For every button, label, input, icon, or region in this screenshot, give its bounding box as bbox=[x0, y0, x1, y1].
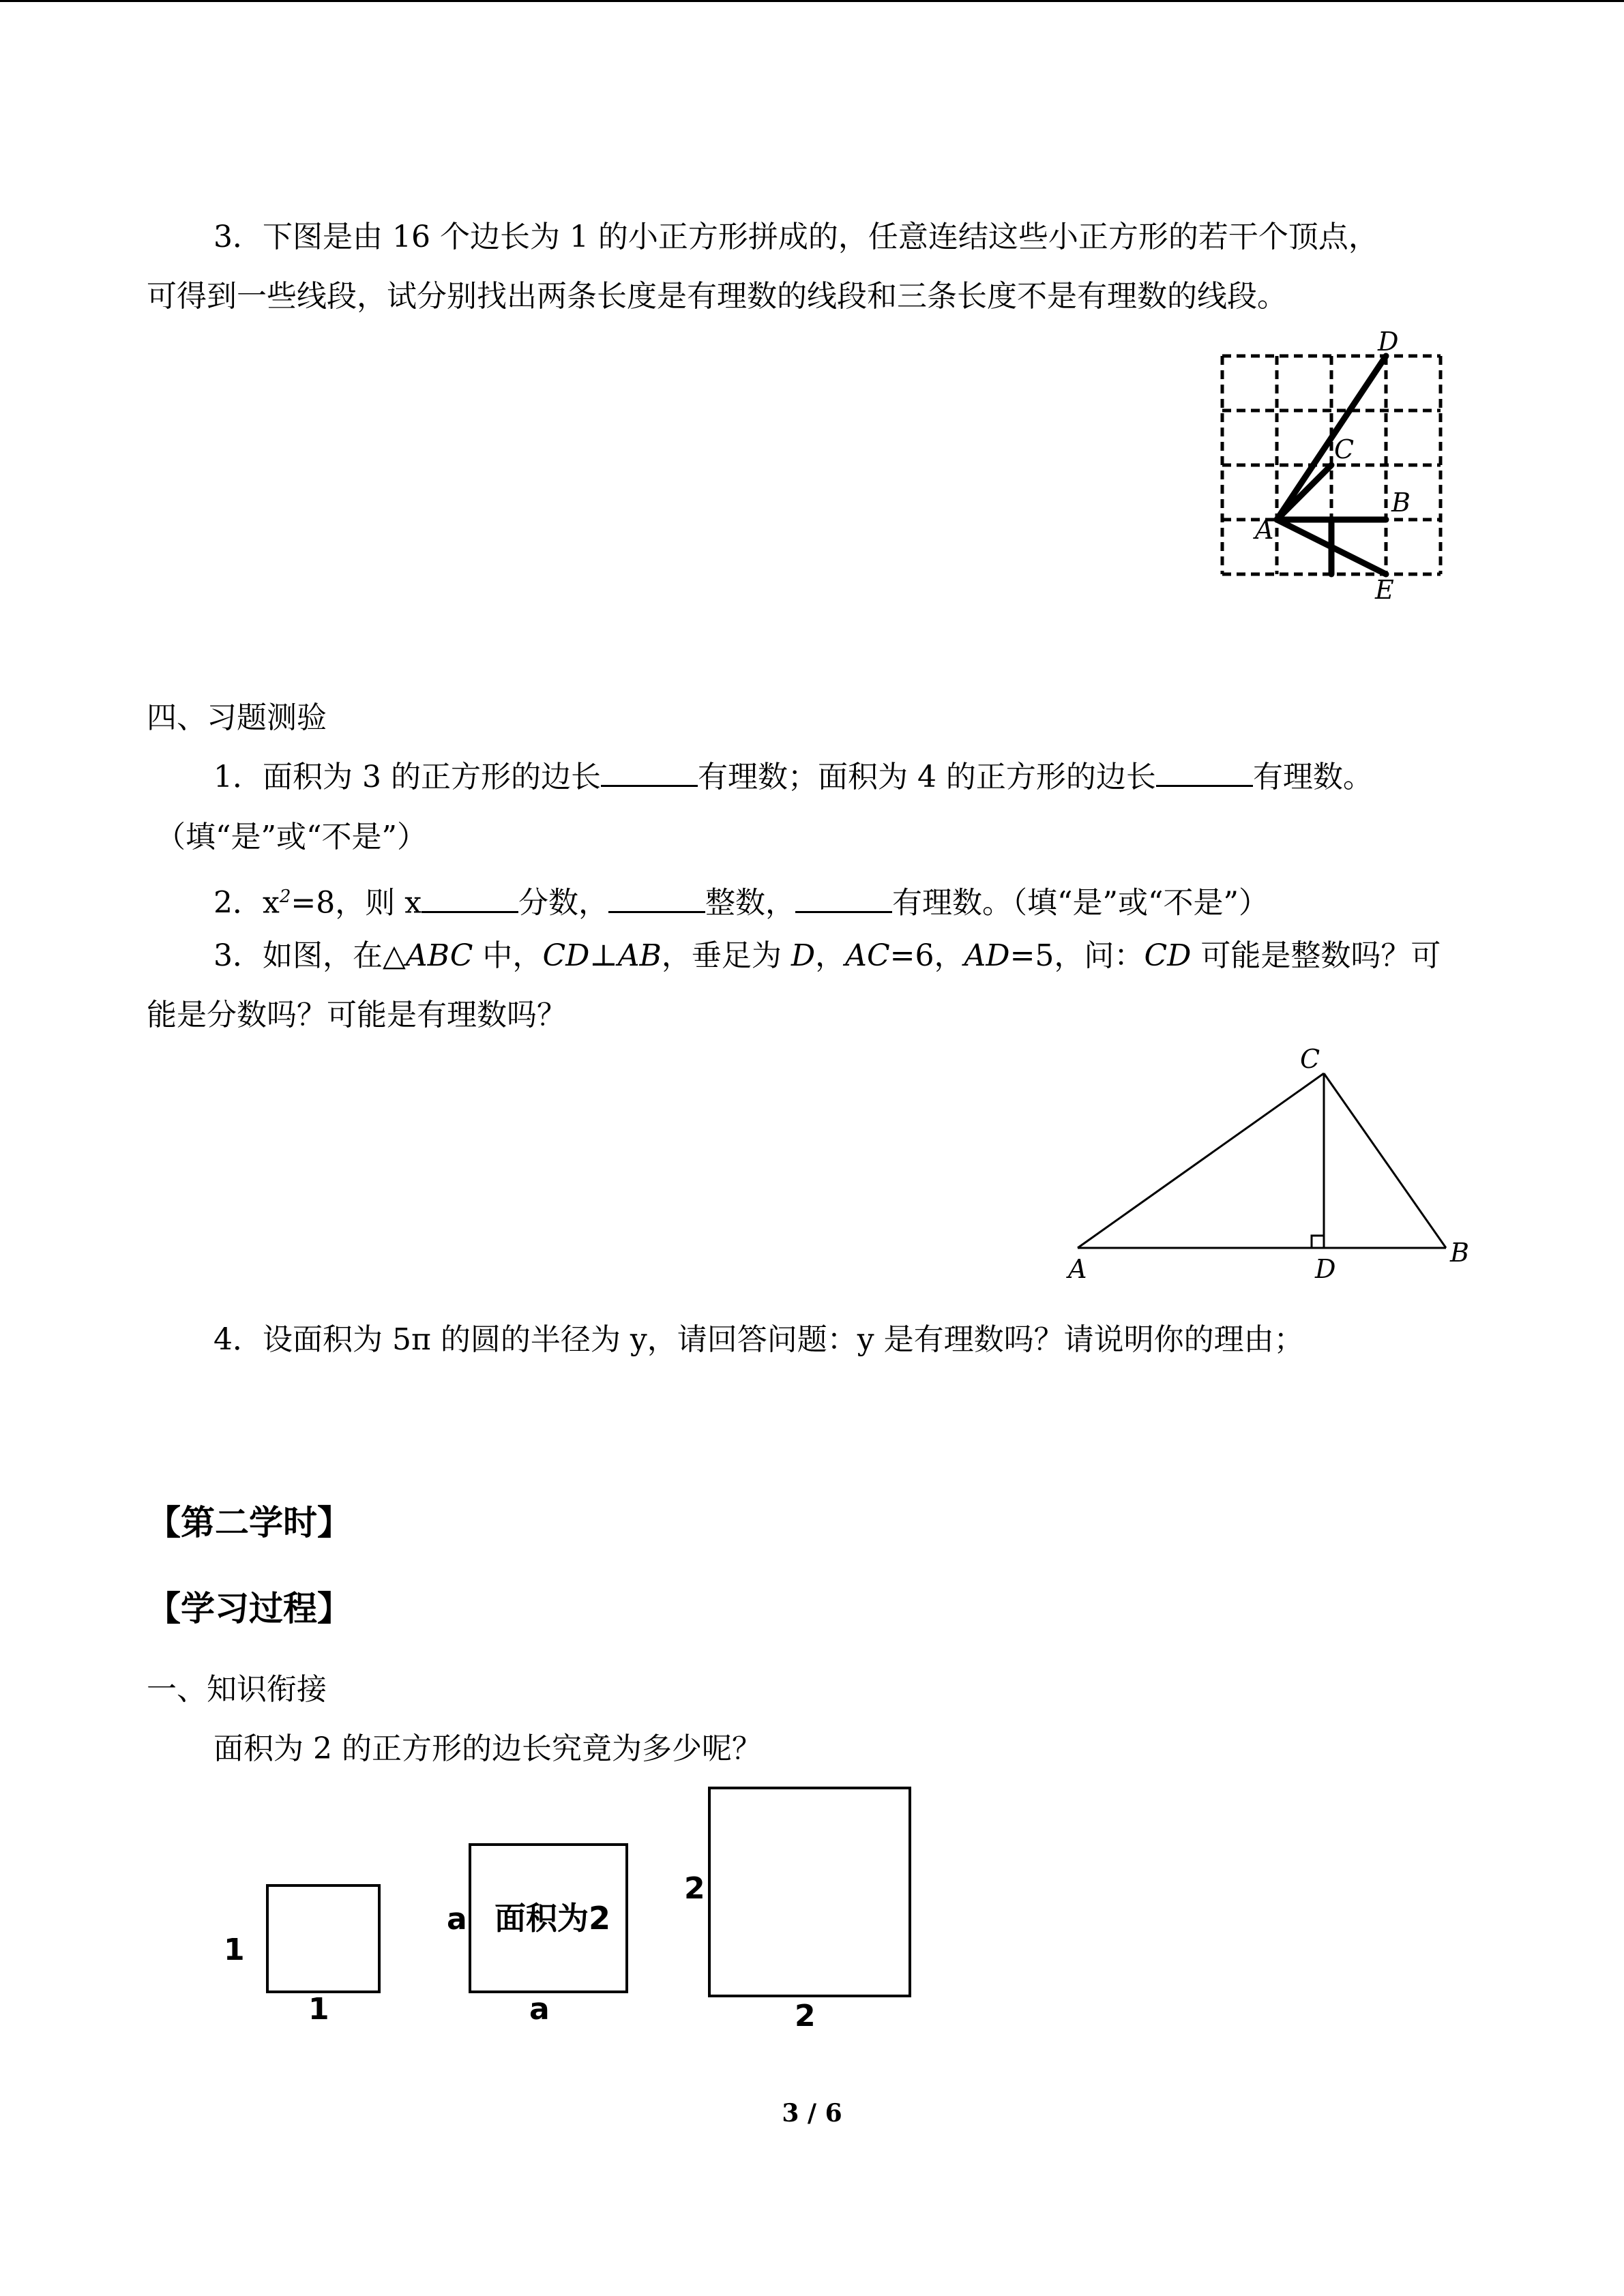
q1-blank-1[interactable] bbox=[601, 758, 698, 787]
grid-label-B: B bbox=[1391, 488, 1411, 518]
q2-text-b: =8，则 x bbox=[291, 885, 422, 921]
triangle-label-C: C bbox=[1300, 1044, 1320, 1074]
q3-ac: AC bbox=[845, 938, 890, 973]
q3-cd-2: CD bbox=[1144, 938, 1192, 973]
q2-text-c: 分数， bbox=[518, 885, 609, 921]
right-angle-mark bbox=[1312, 1236, 1324, 1248]
page-number: 3 / 6 bbox=[782, 2099, 842, 2128]
q3-d: D bbox=[791, 938, 816, 973]
grid-figure bbox=[1214, 327, 1460, 614]
q1-text-b: 有理数；面积为 4 的正方形的边长 bbox=[697, 760, 1156, 794]
problem3-line1: 3．下图是由 16 个边长为 1 的小正方形拼成的，任意连结这些小正方形的若干个顶点， bbox=[213, 220, 1378, 254]
knowledge-link-question: 面积为 2 的正方形的边长究竟为多少呢？ bbox=[213, 1731, 762, 1766]
grid-label-D: D bbox=[1378, 327, 1399, 357]
triangle-label-D: D bbox=[1315, 1254, 1336, 1284]
square2-bottom-label: a bbox=[529, 1992, 550, 2027]
section4-q2 bbox=[213, 876, 1269, 924]
q3-ab: AB bbox=[617, 938, 662, 973]
knowledge-link-heading: 一、知识衔接 bbox=[147, 1672, 327, 1707]
q2-blank-1[interactable] bbox=[422, 884, 518, 913]
section4-heading: 四、习题测验 bbox=[147, 700, 327, 735]
top-border-line bbox=[0, 0, 1624, 2]
section4-q3-line1 bbox=[213, 936, 1441, 976]
grid-label-E: E bbox=[1375, 575, 1394, 605]
q3-text-3: ，垂足为 bbox=[661, 938, 791, 973]
q3-text-1: 3．如图，在△ bbox=[213, 938, 406, 973]
section4-q1-note: （填“是”或“不是”） bbox=[156, 820, 427, 854]
q3-text-6: =5，问： bbox=[1009, 938, 1145, 973]
grid-label-A: A bbox=[1255, 515, 1274, 545]
grid-label-C: C bbox=[1334, 434, 1355, 464]
square1-bottom-label: 1 bbox=[308, 1992, 329, 2027]
q3-text-2: 中， bbox=[473, 938, 543, 973]
triangle-label-A: A bbox=[1068, 1254, 1087, 1284]
square-side-1 bbox=[266, 1884, 381, 1993]
q3-cd: CD bbox=[542, 938, 590, 973]
square3-side-label: 2 bbox=[684, 1871, 705, 1906]
q1-text-c: 有理数。 bbox=[1252, 760, 1373, 794]
square-side-2 bbox=[708, 1787, 911, 1997]
q1-blank-2[interactable] bbox=[1156, 758, 1253, 787]
q2-blank-3[interactable] bbox=[795, 884, 892, 913]
section4-q4: 4．设面积为 5π 的圆的半径为 y，请回答问题：y 是有理数吗？请说明你的理由； bbox=[213, 1322, 1304, 1357]
q3-text-4: ， bbox=[815, 938, 846, 973]
q1-text-a: 1．面积为 3 的正方形的边长 bbox=[213, 760, 601, 794]
square2-area-label: 面积为2 bbox=[494, 1900, 611, 1937]
q3-perp: ⊥ bbox=[589, 938, 618, 973]
q2-blank-2[interactable] bbox=[608, 884, 705, 913]
q3-text-7: 可能是整数吗？可 bbox=[1191, 938, 1441, 973]
q2-text-e: 有理数。（填“是”或“不是”） bbox=[892, 885, 1269, 921]
q2-text-d: 整数， bbox=[705, 885, 796, 921]
learning-process-title: 【学习过程】 bbox=[147, 1589, 351, 1628]
triangle-figure bbox=[1064, 1043, 1487, 1289]
side-AC bbox=[1078, 1073, 1324, 1248]
side-BC bbox=[1324, 1073, 1446, 1248]
triangle-label-B: B bbox=[1450, 1238, 1469, 1268]
q2-superscript: 2 bbox=[279, 886, 291, 907]
section4-q1 bbox=[213, 757, 1373, 798]
q2-text-x: 2．x bbox=[213, 885, 280, 921]
problem3-line2: 可得到一些线段，试分别找出两条长度是有理数的线段和三条长度不是有理数的线段。 bbox=[147, 279, 1287, 314]
square3-bottom-label: 2 bbox=[795, 1999, 816, 2033]
q3-text-5: =6， bbox=[889, 938, 964, 973]
square2-side-label: a bbox=[447, 1902, 467, 1937]
square1-side-label: 1 bbox=[224, 1933, 245, 1967]
segment-AD bbox=[1277, 356, 1386, 520]
q3-ad: AD bbox=[964, 938, 1010, 973]
lesson2-title: 【第二学时】 bbox=[147, 1503, 351, 1542]
q3-abc: ABC bbox=[405, 938, 473, 973]
section4-q3-line2: 能是分数吗？可能是有理数吗？ bbox=[147, 998, 567, 1032]
